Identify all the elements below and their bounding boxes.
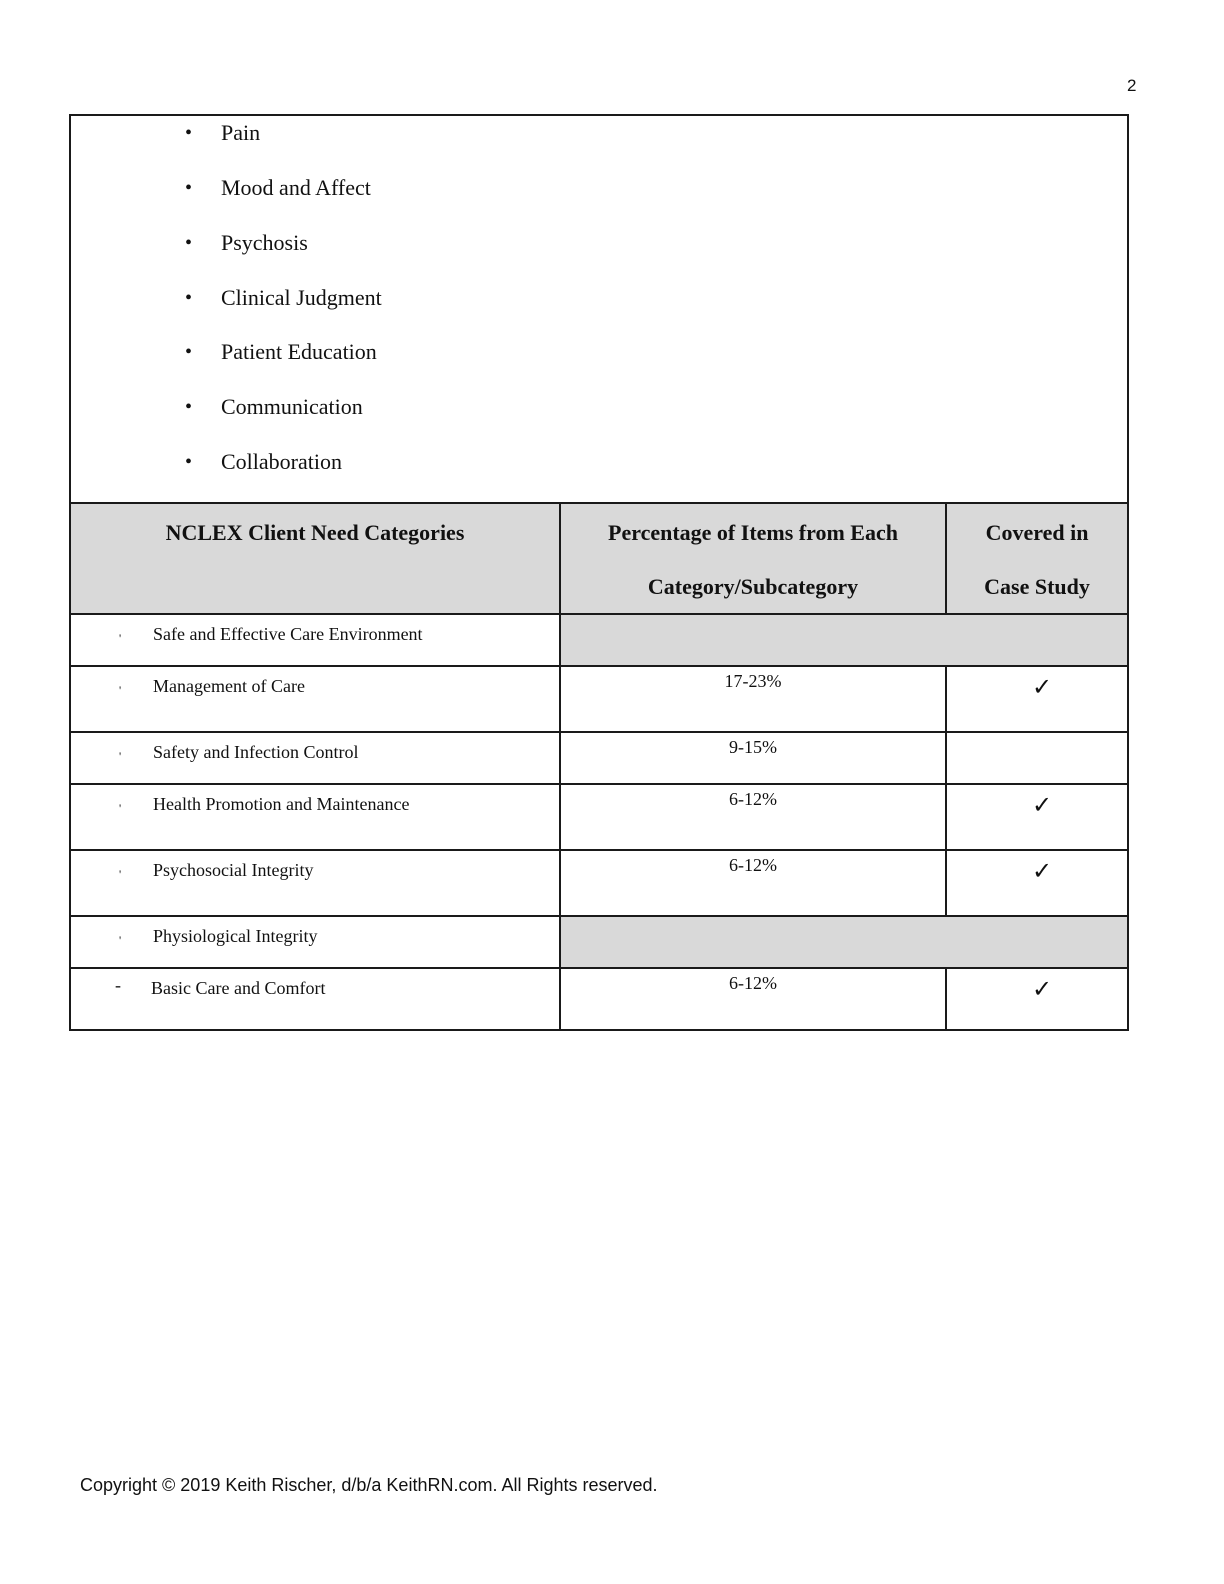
topic-label: Patient Education [221,339,377,364]
percentage-cell: 6-12% [559,851,945,915]
header-covered-line2: Case Study [984,574,1090,599]
category-marker: ' [119,801,122,815]
category-label: Psychosocial Integrity [153,860,314,880]
table-row [71,783,1127,849]
percentage-cell: 6-12% [559,969,945,1029]
table-row [71,849,1127,915]
table-row [71,665,1127,731]
shaded-cell [559,615,1127,665]
category-marker: ' [119,683,122,697]
category-label: Safety and Infection Control [153,742,359,762]
category-cell [71,785,559,849]
percentage-cell: 9-15% [559,733,945,783]
category-label: Health Promotion and Maintenance [153,794,410,814]
header-covered-line1: Covered in [985,520,1089,545]
header-percentage-line2: Category/Subcategory [647,574,859,599]
bullet-icon: • [185,121,193,144]
topic-label: Psychosis [221,230,308,255]
topic-label: Mood and Affect [221,175,371,200]
bullet-icon: • [185,176,193,199]
category-marker: ' [119,867,122,881]
category-cell [71,917,559,967]
header-categories [71,504,559,613]
check-icon: ✓ [945,851,1127,915]
header-categories-label: NCLEX Client Need Categories [165,520,465,545]
category-marker: ' [119,933,122,947]
shaded-cell [559,917,1127,967]
covered-cell [945,733,1127,783]
topic-label: Communication [221,394,363,419]
table-row [71,613,1127,665]
category-marker: ' [119,631,122,645]
category-marker: ' [119,749,122,763]
header-percentage-line1: Percentage of Items from Each [608,520,898,545]
check-icon: ✓ [945,785,1127,849]
bullet-icon: • [185,395,193,418]
header-percentage [559,504,945,613]
category-cell [71,733,559,783]
bullet-icon: • [185,286,193,309]
topic-label: Clinical Judgment [221,285,382,310]
topic-list [71,116,1127,502]
header-covered [945,504,1127,613]
category-label: Management of Care [153,676,305,696]
content-frame [69,114,1129,1031]
topic-label: Pain [221,120,261,145]
subcategory-dash-marker: - [115,975,121,995]
category-cell [71,667,559,731]
percentage-cell: 17-23% [559,667,945,731]
category-cell [71,615,559,665]
check-icon: ✓ [945,667,1127,731]
subcategory-label: Basic Care and Comfort [151,978,326,998]
category-label: Physiological Integrity [153,926,318,946]
table-row [71,967,1127,1029]
bullet-icon: • [185,340,193,363]
category-cell [71,969,559,1029]
bullet-icon: • [185,450,193,473]
table-row [71,915,1127,967]
table-row [71,731,1127,783]
table-header-row [71,502,1127,613]
category-cell [71,851,559,915]
bullet-icon: • [185,231,193,254]
copyright-footer: Copyright © 2019 Keith Rischer, d/b/a KeithRN.com. All Rights reserved. [80,1475,658,1495]
check-icon: ✓ [945,969,1127,1029]
page-number: 2 [1127,76,1137,95]
category-label: Safe and Effective Care Environment [153,624,423,644]
percentage-cell: 6-12% [559,785,945,849]
topic-label: Collaboration [221,449,342,474]
